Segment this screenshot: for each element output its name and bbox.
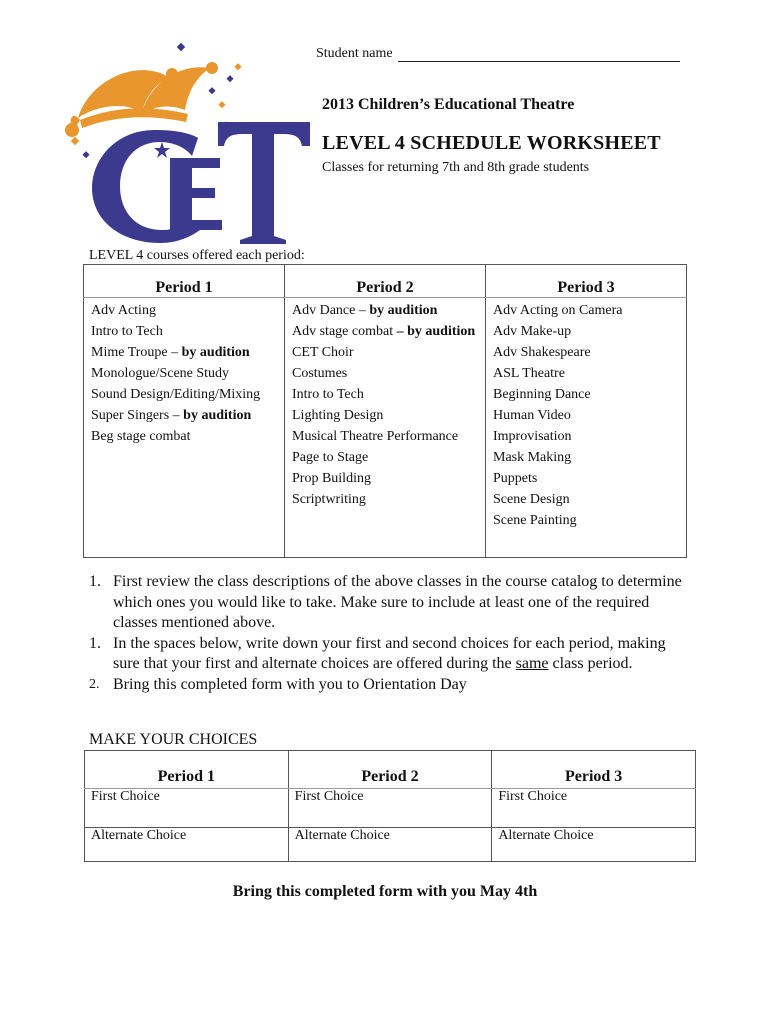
courses-intro: LEVEL 4 courses offered each period: — [89, 248, 305, 263]
choices-table — [84, 750, 696, 862]
instruction-text: Bring this completed form with you to Orientation Day — [113, 675, 467, 693]
course-item — [493, 470, 680, 487]
course-item — [493, 302, 680, 319]
course-item — [493, 344, 680, 361]
course-item — [91, 386, 278, 403]
course-item — [292, 302, 479, 319]
instructions-list — [89, 572, 689, 695]
course-item — [493, 428, 680, 445]
course-name: Mask Making — [493, 450, 572, 465]
cet-letters — [92, 122, 310, 244]
instruction-text: First review the class descriptions of the above classes in the course catalog to determine which ones you would like to take. Make sure to include at least one of the required classes mentioned above. — [113, 573, 682, 631]
choice-period-3-header: Period 3 — [492, 751, 696, 789]
period-3-header: Period 3 — [486, 265, 687, 298]
course-name: Scriptwriting — [292, 492, 366, 507]
jester-hat-icon — [65, 62, 218, 137]
course-item — [292, 491, 479, 508]
course-name: Beginning Dance — [493, 387, 591, 402]
course-name: Puppets — [493, 471, 538, 486]
alternate-choice-period-3[interactable]: Alternate Choice — [492, 828, 696, 862]
course-name: Human Video — [493, 408, 571, 423]
period-2-header: Period 2 — [285, 265, 486, 298]
course-name: Scene Painting — [493, 513, 577, 528]
audition-note: – by audition — [396, 324, 476, 339]
course-name: Beg stage combat — [91, 429, 191, 444]
first-choice-period-2[interactable]: First Choice — [288, 789, 492, 828]
course-item — [493, 449, 680, 466]
alternate-choice-period-2[interactable]: Alternate Choice — [288, 828, 492, 862]
course-item — [292, 386, 479, 403]
course-item — [493, 512, 680, 529]
choice-period-2-header: Period 2 — [288, 751, 492, 789]
instruction-number: 1. — [89, 573, 101, 590]
choices-title: MAKE YOUR CHOICES — [89, 731, 258, 748]
course-item — [292, 323, 479, 340]
first-choice-period-1[interactable]: First Choice — [85, 789, 289, 828]
choice-period-1-header: Period 1 — [85, 751, 289, 789]
course-name: Adv Acting — [91, 303, 156, 318]
course-item — [493, 407, 680, 424]
period-1-courses — [84, 298, 285, 558]
page-subtitle: Classes for returning 7th and 8th grade students — [322, 160, 590, 175]
instruction-item — [89, 675, 689, 696]
course-name: Super Singers – — [91, 408, 184, 423]
course-item — [91, 302, 278, 319]
course-name: Adv Make-up — [493, 324, 572, 339]
student-name-field — [316, 46, 680, 62]
course-name: Scene Design — [493, 492, 570, 507]
course-name: Costumes — [292, 366, 348, 381]
audition-note: by audition — [183, 408, 252, 423]
course-item — [91, 428, 278, 445]
course-item — [493, 491, 680, 508]
course-item — [91, 407, 278, 424]
audition-note: by audition — [369, 303, 438, 318]
course-item — [292, 428, 479, 445]
student-name-line[interactable] — [398, 47, 680, 62]
alternate-choice-period-1[interactable]: Alternate Choice — [85, 828, 289, 862]
course-name: Sound Design/Editing/Mixing — [91, 387, 261, 402]
course-name: Adv Acting on Camera — [493, 303, 623, 318]
organization-name: 2013 Children’s Educational Theatre — [322, 96, 575, 113]
course-item — [91, 323, 278, 340]
course-name: Intro to Tech — [91, 324, 163, 339]
instruction-item — [89, 634, 689, 675]
instruction-emphasis: same — [515, 655, 549, 672]
course-item — [292, 365, 479, 382]
course-name: Monologue/Scene Study — [91, 366, 230, 381]
course-name: Musical Theatre Performance — [292, 429, 459, 444]
instruction-number: 1. — [89, 634, 101, 652]
period-1-header: Period 1 — [84, 265, 285, 298]
course-item — [292, 407, 479, 424]
course-item — [292, 344, 479, 361]
cet-logo — [60, 38, 320, 248]
instruction-text-end: class period. — [548, 655, 633, 672]
course-item — [91, 344, 278, 361]
instruction-number: 2. — [89, 676, 100, 692]
page-title: LEVEL 4 SCHEDULE WORKSHEET — [322, 132, 661, 154]
course-name: CET Choir — [292, 345, 354, 360]
instruction-text: In the spaces below, write down your first and second choices for each period, making sure that your first and alternate choices are offered during the — [113, 634, 666, 672]
course-item — [91, 365, 278, 382]
footer-note: Bring this completed form with you May 4th — [232, 883, 538, 900]
course-item — [493, 365, 680, 382]
audition-note: by audition — [181, 345, 250, 360]
course-name: Mime Troupe – — [91, 345, 182, 360]
course-name: Adv Shakespeare — [493, 345, 591, 360]
first-choice-period-3[interactable]: First Choice — [492, 789, 696, 828]
course-item — [292, 470, 479, 487]
instruction-item — [89, 572, 689, 634]
course-name: Adv stage combat — [292, 324, 397, 339]
period-3-courses — [486, 298, 687, 558]
course-name: Page to Stage — [292, 450, 369, 465]
course-item — [493, 386, 680, 403]
course-name: Prop Building — [292, 471, 371, 486]
course-item — [493, 323, 680, 340]
course-name: ASL Theatre — [493, 366, 565, 381]
course-name: Adv Dance – — [292, 303, 370, 318]
course-name: Improvisation — [493, 429, 572, 444]
courses-table — [83, 264, 687, 558]
course-name: Intro to Tech — [292, 387, 364, 402]
course-name: Lighting Design — [292, 408, 384, 423]
student-name-label: Student name — [316, 46, 393, 61]
star-icon — [154, 142, 170, 158]
period-2-courses — [285, 298, 486, 558]
course-item — [292, 449, 479, 466]
